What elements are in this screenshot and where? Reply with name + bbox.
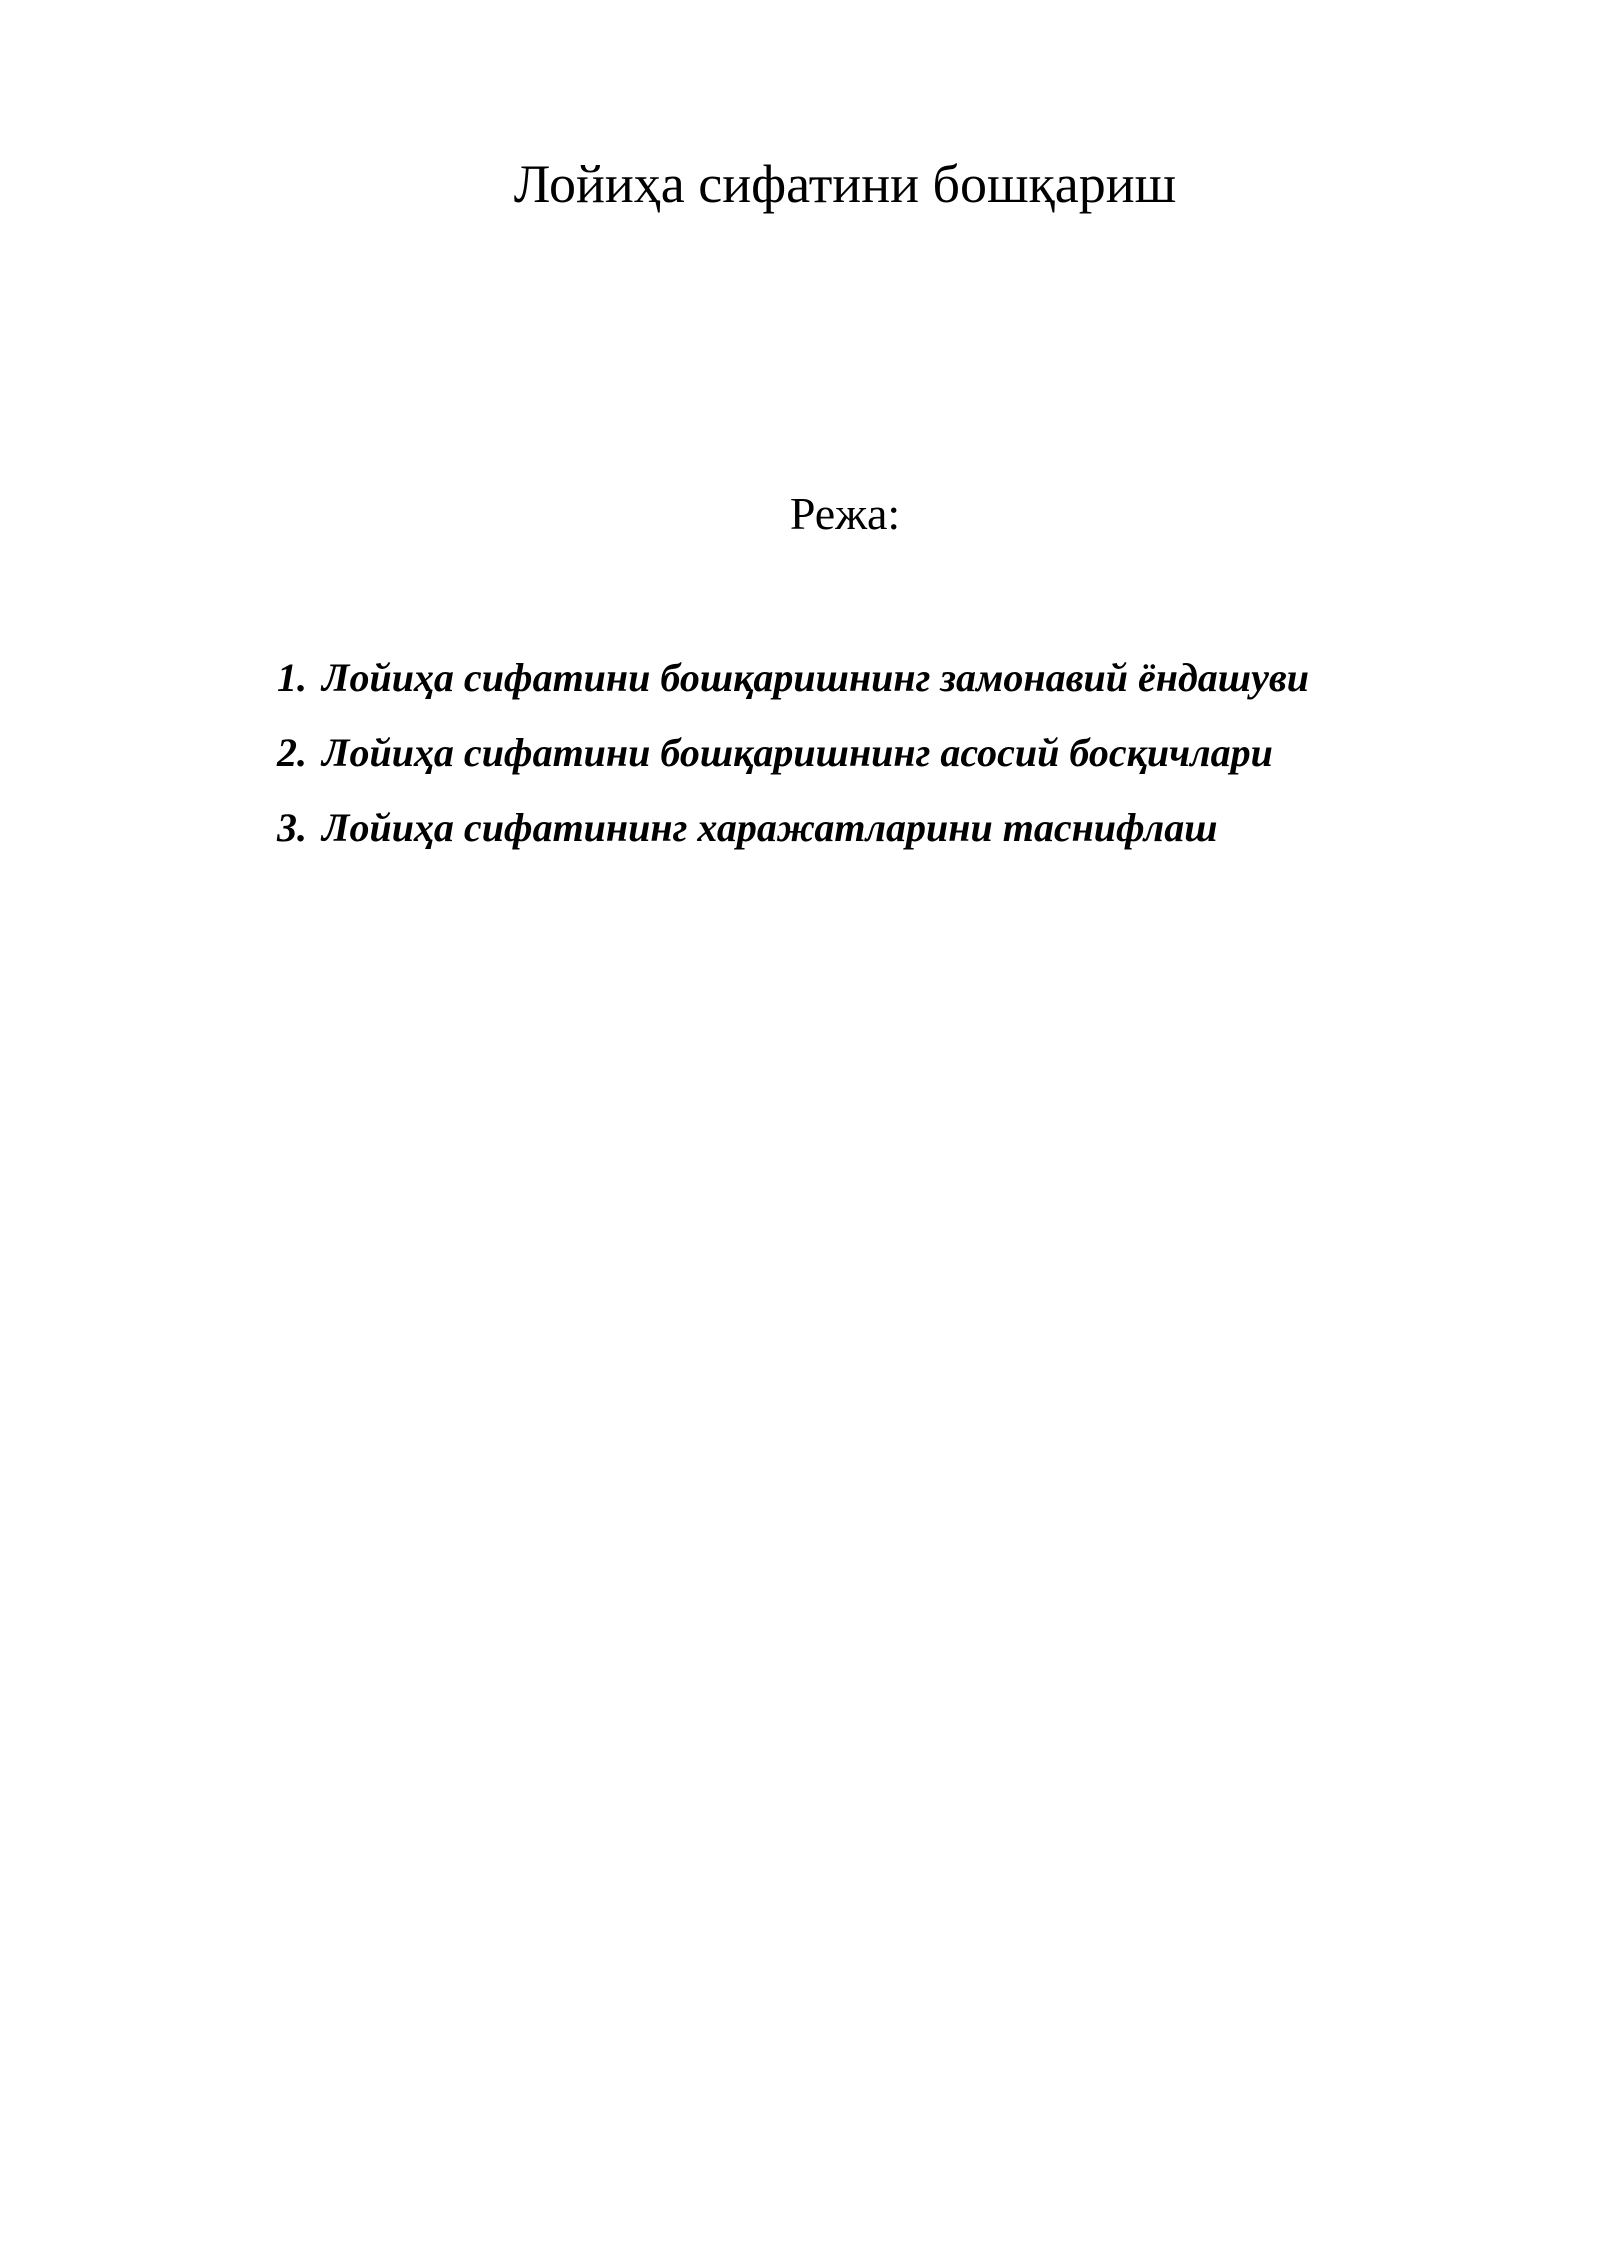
- plan-item-text: Лойиҳа сифатининг харажатларини таснифлаш: [322, 805, 1218, 850]
- plan-item-number: 2.: [277, 730, 307, 775]
- plan-item-number: 3.: [277, 805, 307, 850]
- plan-item: [277, 804, 1309, 852]
- plan-item-text: Лойиҳа сифатини бошқаришнинг асосий босқичлари: [322, 730, 1273, 775]
- plan-item: [277, 654, 1309, 702]
- plan-item-number: 1.: [277, 655, 307, 700]
- plan-item-text: Лойиҳа сифатини бошқаришнинг замонавий ёндашуви: [322, 655, 1309, 700]
- plan-list: [277, 654, 1309, 879]
- document-title: Лойиҳа сифатини бошқариш: [513, 154, 1177, 214]
- plan-item: [277, 729, 1309, 777]
- plan-heading: Режа:: [789, 488, 901, 539]
